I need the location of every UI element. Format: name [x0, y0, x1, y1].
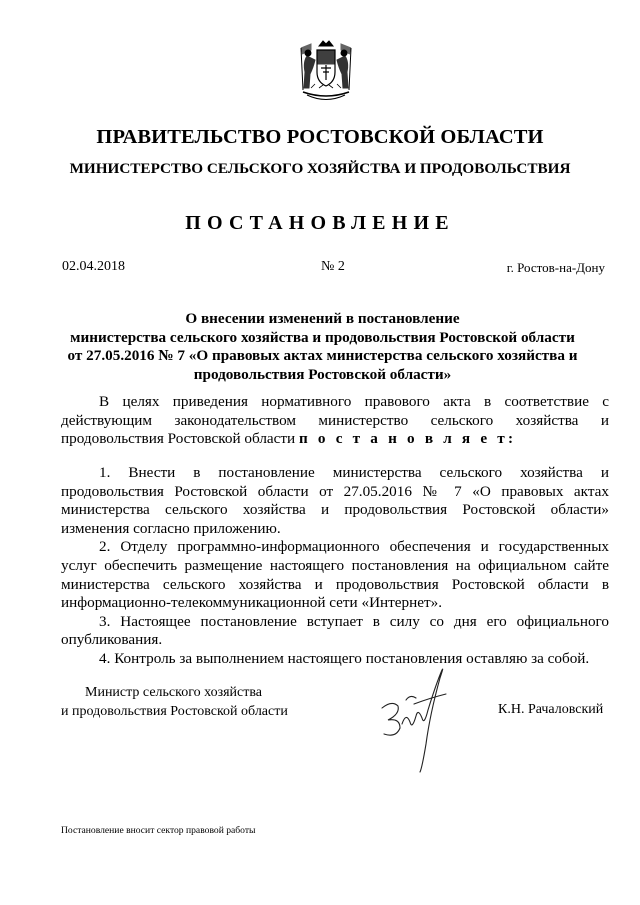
signer-name: К.Н. Рачаловский: [498, 702, 604, 717]
decree-item: 2. Отделу программно-информационного обеспечения и государственных услуг обеспечить размещение настоящего постановления на официальном сайте министерства сельского хозяйства и продовольствия Ростовской области в информационно-телекоммуникационной сети «Интернет».: [61, 538, 609, 612]
signer-position-line: Министр сельского хозяйства: [85, 685, 262, 700]
decree-item: 1. Внести в постановление министерства сельского хозяйства и продовольствия Ростовской области от 27.05.2016 № 7 «О правовых актах министерства сельского хозяйства и продовольствия Ростовской области» изменения согласно приложению.: [61, 464, 609, 537]
document-type-title: ПОСТАНОВЛЕНИЕ: [185, 212, 455, 234]
document-subject: [60, 310, 585, 384]
footer-note: Постановление вносит сектор правовой работы: [61, 825, 256, 836]
government-title: ПРАВИТЕЛЬСТВО РОСТОВСКОЙ ОБЛАСТИ: [96, 126, 544, 148]
signer-position: [61, 683, 288, 721]
decree-item: 3. Настоящее постановление вступает в силу со дня его официального опубликования.: [61, 612, 609, 649]
ministry-title: МИНИСТЕРСТВО СЕЛЬСКОГО ХОЗЯЙСТВА И ПРОДОВОЛЬСТВИЯ: [69, 160, 571, 177]
subject-line: продовольствия Ростовской области»: [193, 365, 452, 383]
document-date: 02.04.2018: [62, 259, 125, 274]
preamble-text: В целях приведения нормативного правового акта в соответствие с действующим законодательством министерство сельского хозяйства и продовольствия Ростовской области: [61, 393, 609, 448]
handwritten-signature: [370, 664, 460, 774]
decree-item: 4. Контроль за выполнением настоящего постановления оставляю за собой.: [99, 649, 590, 667]
preamble-paragraph: [61, 393, 609, 449]
decree-items: [61, 464, 609, 669]
document-number: № 2: [321, 259, 345, 274]
subject-line: министерства сельского хозяйства и продовольствия Ростовской области: [70, 328, 575, 346]
decree-word: п о с т а н о в л я е т:: [298, 430, 517, 448]
subject-line: от 27.05.2016 № 7 «О правовых актах министерства сельского хозяйства и: [67, 347, 578, 364]
signer-position-line: и продовольствия Ростовской области: [61, 704, 288, 719]
document-city: г. Ростов-на-Дону: [506, 260, 605, 275]
subject-line: О внесении изменений в постановление: [185, 310, 460, 327]
coat-of-arms-emblem: [297, 38, 355, 104]
